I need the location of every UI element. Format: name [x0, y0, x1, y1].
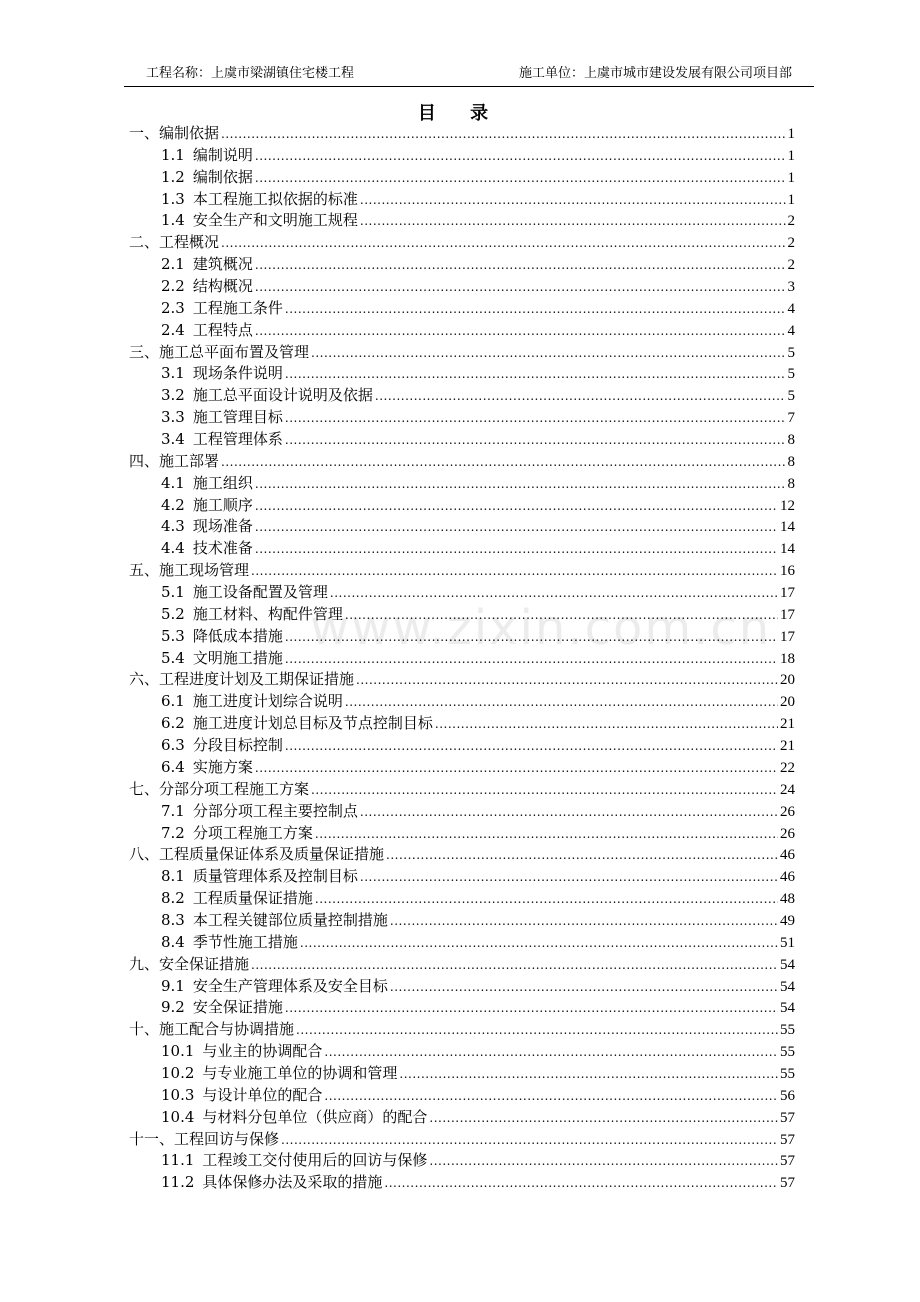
toc-leader-dots [390, 911, 778, 933]
table-of-contents [129, 123, 795, 1194]
toc-label [129, 779, 309, 801]
toc-subsection[interactable] [129, 1172, 795, 1194]
toc-number: 8.4 [161, 932, 185, 951]
toc-text: 技术准备 [192, 539, 253, 558]
toc-label [161, 648, 283, 670]
toc-page-number: 4 [787, 322, 795, 339]
toc-leader-dots [360, 867, 778, 889]
toc-text: 施工组织 [192, 473, 253, 492]
toc-label [161, 276, 253, 298]
toc-page-number: 57 [780, 1131, 795, 1148]
toc-leader-dots [285, 408, 786, 430]
toc-number: 6.3 [161, 736, 185, 755]
toc-leader-dots [429, 1151, 778, 1173]
toc-subsection[interactable] [129, 538, 795, 560]
toc-page-number: 14 [780, 541, 795, 558]
toc-number: 2.1 [161, 255, 185, 274]
toc-label [161, 757, 253, 779]
toc-text: 质量管理体系及控制目标 [192, 867, 358, 886]
toc-number: 4.4 [161, 539, 185, 558]
toc-subsection[interactable] [129, 626, 795, 648]
toc-number: 10.2 [161, 1063, 195, 1082]
toc-text: 具体保修办法及采取的措施 [202, 1173, 383, 1192]
toc-label [161, 429, 283, 451]
toc-label [161, 1085, 322, 1107]
toc-label [129, 844, 384, 866]
toc-label [161, 407, 283, 429]
toc-section[interactable] [129, 954, 795, 976]
toc-label [161, 691, 343, 713]
toc-label [161, 801, 358, 823]
toc-label [161, 626, 283, 648]
toc-text: 施工总平面设计说明及依据 [192, 386, 373, 405]
toc-label [161, 582, 328, 604]
toc-leader-dots [255, 539, 778, 561]
toc-number: 4.2 [161, 495, 185, 514]
toc-label [161, 1041, 322, 1063]
toc-page-number: 55 [780, 1044, 795, 1061]
toc-label [161, 385, 373, 407]
toc-leader-dots [324, 1042, 778, 1064]
toc-subsection[interactable] [129, 823, 795, 845]
toc-label [161, 713, 433, 735]
toc-text: 工程质量保证措施 [192, 889, 313, 908]
toc-page-number: 1 [787, 191, 795, 208]
toc-page-number: 56 [780, 1087, 795, 1104]
toc-subsection[interactable] [129, 757, 795, 779]
toc-subsection[interactable] [129, 866, 795, 888]
toc-text: 分部分项工程主要控制点 [192, 801, 358, 820]
toc-subsection[interactable] [129, 429, 795, 451]
toc-page-number: 46 [780, 869, 795, 886]
toc-page-number: 51 [780, 934, 795, 951]
toc-page-number: 8 [787, 475, 795, 492]
toc-label [161, 210, 358, 232]
toc-label [129, 123, 219, 145]
toc-label [161, 538, 253, 560]
toc-subsection[interactable] [129, 691, 795, 713]
toc-number: 9.2 [161, 998, 185, 1017]
toc-subsection[interactable] [129, 997, 795, 1019]
toc-leader-dots [285, 649, 778, 671]
toc-section[interactable] [129, 342, 795, 364]
toc-page-number: 55 [780, 1022, 795, 1039]
toc-label [161, 976, 388, 998]
toc-page-number: 20 [780, 672, 795, 689]
toc-label [161, 1107, 427, 1129]
toc-page-number: 7 [787, 410, 795, 427]
toc-number: 7.1 [161, 801, 185, 820]
toc-leader-dots [345, 605, 778, 627]
toc-label [161, 495, 253, 517]
toc-leader-dots [399, 1064, 778, 1086]
toc-section[interactable] [129, 560, 795, 582]
toc-page-number: 16 [780, 563, 795, 580]
toc-page-number: 54 [780, 956, 795, 973]
toc-leader-dots [251, 561, 778, 583]
toc-label [161, 1063, 397, 1085]
toc-number: 11.2 [161, 1173, 195, 1192]
toc-label [161, 932, 298, 954]
toc-number: 5.2 [161, 604, 185, 623]
toc-subsection[interactable] [129, 1063, 795, 1085]
toc-label [129, 954, 249, 976]
toc-title: 目 录 [417, 103, 503, 124]
toc-subsection[interactable] [129, 976, 795, 998]
toc-leader-dots [285, 627, 778, 649]
toc-label [161, 189, 358, 211]
toc-label [129, 232, 219, 254]
toc-page-number: 54 [780, 1000, 795, 1017]
toc-page-number: 14 [780, 519, 795, 536]
toc-page-number: 17 [780, 585, 795, 602]
toc-subsection[interactable] [129, 1107, 795, 1129]
toc-text: 施工管理目标 [192, 408, 283, 427]
toc-text: 八、工程质量保证体系及质量保证措施 [129, 845, 385, 864]
toc-number: 1.4 [161, 211, 185, 230]
toc-section[interactable] [129, 451, 795, 473]
toc-label [129, 342, 309, 364]
toc-text: 本工程关键部位质量控制措施 [192, 910, 388, 929]
toc-label [161, 363, 283, 385]
toc-number: 10.1 [161, 1042, 195, 1061]
toc-subsection[interactable] [129, 276, 795, 298]
toc-subsection[interactable] [129, 604, 795, 626]
toc-text: 三、施工总平面布置及管理 [129, 342, 310, 361]
toc-number: 9.1 [161, 976, 185, 995]
toc-text: 九、安全保证措施 [129, 954, 250, 973]
toc-page-number: 3 [787, 279, 795, 296]
toc-page-number: 22 [780, 759, 795, 776]
toc-page-number: 26 [780, 803, 795, 820]
toc-section[interactable] [129, 123, 795, 145]
toc-page-number: 21 [780, 716, 795, 733]
toc-text: 施工进度计划综合说明 [192, 692, 343, 711]
toc-text: 本工程施工拟依据的标准 [192, 189, 358, 208]
toc-number: 5.3 [161, 626, 185, 645]
toc-label [161, 823, 313, 845]
toc-page-number: 54 [780, 978, 795, 995]
toc-text: 五、施工现场管理 [129, 561, 250, 580]
toc-leader-dots [315, 889, 778, 911]
toc-subsection[interactable] [129, 888, 795, 910]
toc-subsection[interactable] [129, 495, 795, 517]
toc-number: 1.1 [161, 145, 185, 164]
toc-number: 1.2 [161, 167, 185, 186]
toc-subsection[interactable] [129, 189, 795, 211]
toc-number: 3.1 [161, 364, 185, 383]
toc-page-number: 5 [787, 366, 795, 383]
toc-number: 4.3 [161, 517, 185, 536]
toc-page-number: 57 [780, 1109, 795, 1126]
toc-text: 与材料分包单位（供应商）的配合 [202, 1107, 428, 1126]
toc-text: 分项工程施工方案 [192, 823, 313, 842]
toc-leader-dots [360, 190, 786, 212]
toc-page-number: 17 [780, 628, 795, 645]
toc-leader-dots [255, 146, 786, 168]
toc-subsection[interactable] [129, 298, 795, 320]
toc-text: 施工设备配置及管理 [192, 583, 328, 602]
toc-page-number: 57 [780, 1175, 795, 1192]
toc-subsection[interactable] [129, 363, 795, 385]
toc-subsection[interactable] [129, 648, 795, 670]
toc-text: 结构概况 [192, 277, 253, 296]
toc-number: 8.1 [161, 867, 185, 886]
toc-label [161, 910, 388, 932]
toc-leader-dots [311, 343, 785, 365]
toc-label [129, 560, 249, 582]
toc-page-number: 1 [787, 169, 795, 186]
toc-text: 施工材料、构配件管理 [192, 604, 343, 623]
toc-text: 施工进度计划总目标及节点控制目标 [192, 714, 433, 733]
toc-page-number: 55 [780, 1065, 795, 1082]
toc-page-number: 8 [787, 453, 795, 470]
toc-leader-dots [356, 670, 778, 692]
toc-number: 3.4 [161, 430, 185, 449]
toc-number: 11.1 [161, 1151, 195, 1170]
toc-text: 十、施工配合与协调措施 [129, 1020, 295, 1039]
toc-number: 2.3 [161, 298, 185, 317]
toc-subsection[interactable] [129, 713, 795, 735]
toc-leader-dots [330, 583, 778, 605]
toc-section[interactable] [129, 844, 795, 866]
toc-label [161, 145, 253, 167]
toc-text: 现场准备 [192, 517, 253, 536]
toc-label [161, 604, 343, 626]
toc-subsection[interactable] [129, 932, 795, 954]
toc-subsection[interactable] [129, 516, 795, 538]
toc-page-number: 1 [787, 147, 795, 164]
toc-subsection[interactable] [129, 407, 795, 429]
toc-label [161, 254, 253, 276]
toc-number: 4.1 [161, 473, 185, 492]
toc-subsection[interactable] [129, 801, 795, 823]
toc-leader-dots [255, 517, 778, 539]
toc-page-number: 5 [787, 344, 795, 361]
toc-text: 编制依据 [192, 167, 253, 186]
toc-text: 六、工程进度计划及工期保证措施 [129, 670, 355, 689]
toc-label [161, 298, 283, 320]
toc-leader-dots [285, 299, 786, 321]
toc-text: 实施方案 [192, 757, 253, 776]
toc-subsection[interactable] [129, 1041, 795, 1063]
toc-leader-dots [324, 1086, 778, 1108]
toc-page-number: 49 [780, 912, 795, 929]
toc-text: 季节性施工措施 [192, 932, 298, 951]
toc-text: 文明施工措施 [192, 648, 283, 667]
toc-subsection[interactable] [129, 1085, 795, 1107]
toc-text: 分段目标控制 [192, 736, 283, 755]
toc-section[interactable] [129, 779, 795, 801]
toc-leader-dots [429, 1108, 778, 1130]
toc-text: 工程特点 [192, 320, 253, 339]
toc-number: 7.2 [161, 823, 185, 842]
toc-number: 10.3 [161, 1085, 195, 1104]
toc-leader-dots [221, 233, 785, 255]
toc-page-number: 2 [787, 235, 795, 252]
toc-text: 工程管理体系 [192, 430, 283, 449]
toc-leader-dots [360, 802, 778, 824]
toc-leader-dots [285, 364, 786, 386]
toc-number: 8.2 [161, 889, 185, 908]
toc-label [161, 997, 283, 1019]
toc-number: 6.2 [161, 714, 185, 733]
toc-subsection[interactable] [129, 167, 795, 189]
toc-leader-dots [255, 255, 786, 277]
toc-label [161, 167, 253, 189]
toc-label [161, 735, 283, 757]
toc-leader-dots [435, 714, 778, 736]
construction-unit: 施工单位：上虞市城市建设发展有限公司项目部 [518, 66, 792, 81]
toc-page-number: 17 [780, 606, 795, 623]
toc-label [129, 1019, 294, 1041]
toc-page-number: 2 [787, 213, 795, 230]
toc-text: 一、编制依据 [129, 124, 220, 142]
toc-number: 1.3 [161, 189, 185, 208]
toc-text: 降低成本措施 [192, 626, 283, 645]
toc-page-number: 21 [780, 738, 795, 755]
toc-text: 十一、工程回访与保修 [129, 1129, 280, 1148]
toc-text: 编制说明 [192, 145, 253, 164]
toc-subsection[interactable] [129, 385, 795, 407]
toc-number: 2.2 [161, 277, 185, 296]
toc-page-number: 26 [780, 825, 795, 842]
toc-subsection[interactable] [129, 1150, 795, 1172]
toc-number: 10.4 [161, 1107, 195, 1126]
toc-number: 3.2 [161, 386, 185, 405]
toc-subsection[interactable] [129, 145, 795, 167]
toc-subsection[interactable] [129, 910, 795, 932]
toc-label [161, 1150, 427, 1172]
toc-number: 5.4 [161, 648, 185, 667]
toc-leader-dots [375, 386, 786, 408]
toc-text: 二、工程概况 [129, 233, 220, 252]
toc-section[interactable] [129, 669, 795, 691]
toc-label [129, 451, 219, 473]
project-name: 工程名称：上虞市梁湖镇住宅楼工程 [146, 66, 355, 81]
toc-section[interactable] [129, 1129, 795, 1151]
toc-leader-dots [386, 845, 778, 867]
toc-page-number: 1 [787, 126, 795, 142]
toc-section[interactable] [129, 232, 795, 254]
toc-leader-dots [255, 277, 786, 299]
toc-leader-dots [285, 998, 778, 1020]
toc-leader-dots [345, 692, 778, 714]
toc-leader-dots [300, 933, 778, 955]
toc-text: 建筑概况 [192, 255, 253, 274]
toc-label [161, 516, 253, 538]
toc-page-number: 24 [780, 781, 795, 798]
toc-leader-dots [255, 168, 786, 190]
toc-page-number: 46 [780, 847, 795, 864]
toc-section[interactable] [129, 1019, 795, 1041]
toc-leader-dots [251, 955, 778, 977]
toc-leader-dots [281, 1130, 778, 1152]
toc-text: 安全生产管理体系及安全目标 [192, 976, 388, 995]
toc-label [161, 888, 313, 910]
toc-label [161, 1172, 382, 1194]
toc-subsection[interactable] [129, 210, 795, 232]
toc-number: 5.1 [161, 583, 185, 602]
toc-label [129, 1129, 279, 1151]
toc-page-number: 18 [780, 650, 795, 667]
toc-leader-dots [390, 977, 778, 999]
toc-leader-dots [255, 321, 786, 343]
toc-leader-dots [360, 211, 786, 233]
toc-text: 与专业施工单位的协调和管理 [202, 1063, 398, 1082]
toc-text: 七、分部分项工程施工方案 [129, 779, 310, 798]
toc-text: 与业主的协调配合 [202, 1042, 323, 1061]
toc-number: 6.4 [161, 757, 185, 776]
toc-text: 与设计单位的配合 [202, 1085, 323, 1104]
toc-text: 安全保证措施 [192, 998, 283, 1017]
toc-leader-dots [296, 1020, 778, 1042]
toc-subsection[interactable] [129, 254, 795, 276]
toc-number: 6.1 [161, 692, 185, 711]
toc-leader-dots [255, 758, 778, 780]
toc-subsection[interactable] [129, 473, 795, 495]
toc-page-number: 48 [780, 891, 795, 908]
toc-number: 2.4 [161, 320, 185, 339]
toc-text: 工程施工条件 [192, 298, 283, 317]
toc-label [161, 473, 253, 495]
toc-text: 现场条件说明 [192, 364, 283, 383]
toc-page-number: 8 [787, 432, 795, 449]
toc-leader-dots [285, 430, 786, 452]
toc-text: 工程竣工交付使用后的回访与保修 [202, 1151, 428, 1170]
toc-leader-dots [285, 736, 778, 758]
toc-subsection[interactable] [129, 582, 795, 604]
toc-label [129, 669, 354, 691]
toc-subsection[interactable] [129, 735, 795, 757]
page-header [124, 62, 814, 87]
toc-page-number: 2 [787, 257, 795, 274]
toc-subsection[interactable] [129, 320, 795, 342]
toc-leader-dots [311, 780, 778, 802]
toc-leader-dots [384, 1173, 778, 1195]
toc-leader-dots [221, 452, 785, 474]
toc-page-number: 57 [780, 1153, 795, 1170]
toc-page-number: 12 [780, 497, 795, 514]
toc-page-number: 20 [780, 694, 795, 711]
toc-page-number: 5 [787, 388, 795, 405]
toc-number: 8.3 [161, 910, 185, 929]
toc-text: 安全生产和文明施工规程 [192, 211, 358, 230]
watermark: www.zixin.com.cn [310, 600, 772, 656]
toc-leader-dots [315, 824, 778, 846]
toc-page-number: 4 [787, 300, 795, 317]
toc-leader-dots [221, 124, 785, 146]
toc-leader-dots [255, 496, 778, 518]
toc-text: 四、施工部署 [129, 451, 220, 470]
toc-label [161, 866, 358, 888]
toc-leader-dots [255, 474, 786, 496]
toc-text: 施工顺序 [192, 495, 253, 514]
toc-label [161, 320, 253, 342]
toc-number: 3.3 [161, 408, 185, 427]
